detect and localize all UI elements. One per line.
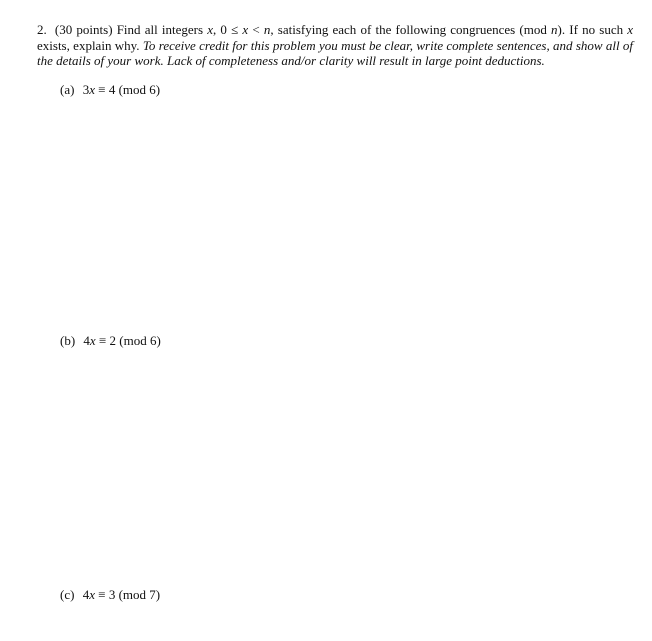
part-label: (b)	[60, 333, 76, 348]
mod-open: (mod	[519, 22, 547, 37]
congruence-rhs: 3	[108, 587, 116, 602]
answer-space-a	[60, 100, 620, 325]
congruence-rhs: 4	[108, 82, 116, 97]
problem-statement	[37, 22, 633, 69]
part-b	[60, 333, 161, 348]
congruence-modulus: (mod 7)	[118, 587, 161, 602]
math-lt: <	[252, 22, 260, 37]
math-var-x-2: x	[242, 22, 249, 37]
math-var-x: x	[207, 22, 213, 37]
problem-instructions: To receive credit for this problem you must be clear, write complete sentences, and show all of the details of your work. Lack of completeness and/or clarity will result in large point deductions.	[37, 37, 634, 68]
part-a	[60, 82, 160, 97]
math-zero: 0	[220, 22, 227, 37]
congruence-var: x	[89, 333, 96, 348]
congruence-modulus: (mod 6)	[118, 82, 161, 97]
problem-if-no-such: If no such	[569, 22, 624, 37]
mod-close: ).	[557, 22, 566, 37]
problem-exists: exists, explain why.	[37, 37, 140, 53]
problem-number: 2.	[37, 22, 47, 37]
math-comma: ,	[212, 22, 217, 37]
problem-satisfying: , satisfying each of the following congruences	[270, 22, 516, 37]
problem-intro: Find all integers	[116, 22, 204, 37]
congruence-var: x	[89, 82, 95, 97]
congruence-rhs: 2	[109, 333, 117, 348]
part-label: (c)	[60, 587, 75, 602]
math-var-x-3: x	[627, 22, 634, 37]
congruence-equiv: ≡	[98, 587, 106, 602]
math-var-n-2: n	[551, 22, 558, 37]
congruence-var: x	[89, 587, 95, 602]
part-label: (a)	[60, 82, 75, 97]
part-c	[60, 587, 160, 602]
math-leq: ≤	[231, 22, 239, 37]
congruence-equiv: ≡	[98, 333, 107, 348]
answer-space-c	[60, 605, 620, 635]
congruence-equiv: ≡	[98, 82, 106, 97]
problem-points: (30 points)	[54, 22, 113, 37]
math-var-n: n	[263, 22, 271, 37]
congruence-coef: 4	[83, 333, 90, 348]
congruence-modulus: (mod 6)	[119, 333, 161, 348]
congruence-coef: 3	[82, 82, 90, 97]
answer-space-b	[60, 352, 620, 577]
congruence-coef: 4	[82, 587, 90, 602]
